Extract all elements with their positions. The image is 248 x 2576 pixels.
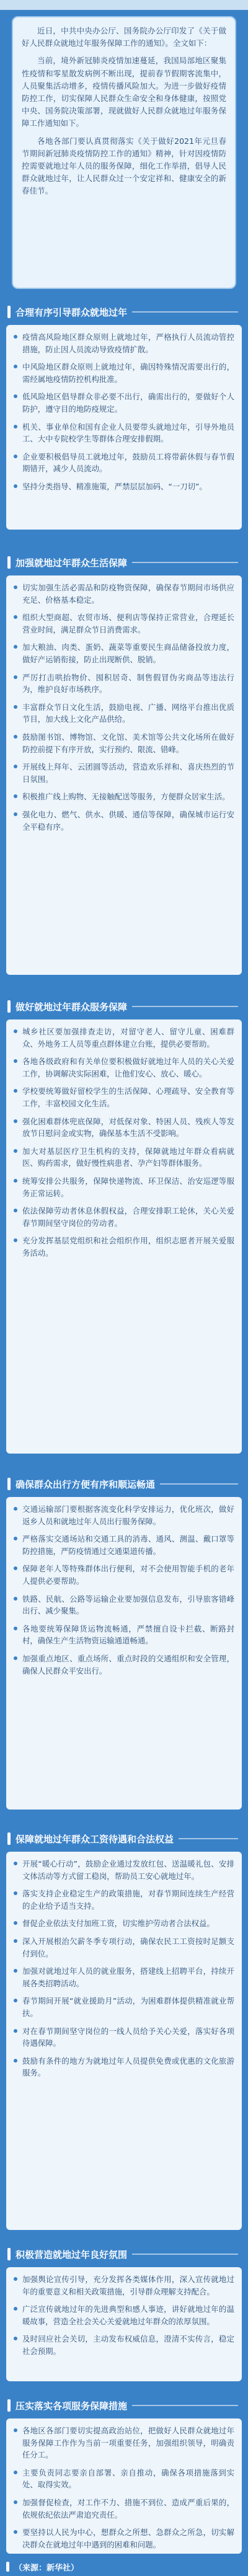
list-item: 主要负责同志要亲自部署、亲自推动，确保各项措施落到实处、取得实效。 <box>14 2467 234 2491</box>
section-card <box>6 1019 242 1454</box>
list-item: 组织大型商超、农贸市场、便利店等保持正常营业，合理延长营业时间，满足群众节日消费需求。 <box>14 611 234 636</box>
section-title-bar <box>6 1475 242 1493</box>
list-item: 铁路、民航、公路等运输企业要加强信息发布，引导旅客错峰出行、减少聚集。 <box>14 1593 234 1617</box>
bullet-icon <box>14 2500 17 2504</box>
title-marker <box>7 2248 11 2260</box>
list-item: 低风险地区倡导群众非必要不出行，确需出行的，要做好个人防护，遵守目的地防疫规定。 <box>14 391 234 415</box>
bullet-icon <box>14 1149 17 1153</box>
list-item: 各地各级政府和有关单位要积极做好就地过年人员的关心关爱工作，协调解决实际困难，让他们安心、放心、暖心。 <box>14 1055 234 1080</box>
bullet-icon <box>14 1627 17 1630</box>
section-title-bar <box>6 1829 242 1848</box>
bullet-icon <box>14 1179 17 1183</box>
section-title: 合理有序引导群众就地过年 <box>16 306 128 318</box>
title-divider <box>132 2254 238 2255</box>
bullet-icon <box>14 425 17 429</box>
bullet-icon <box>14 1507 17 1511</box>
title-divider <box>132 311 238 313</box>
bullet-icon <box>14 1238 17 1242</box>
list-item: 鼓励图书馆、博物馆、文化馆、美术馆等公共文化场所在做好防控前提下有序开放，实行预约、限流、错峰。 <box>14 731 234 755</box>
section-title: 积极营造就地过年良好氛围 <box>16 2249 128 2260</box>
list-item: 开展“暖心行动”，鼓励企业通过发放红包、送温暖礼包、安排文体活动等方式留工稳岗，帮助员工安心就地过年。 <box>14 1858 234 1882</box>
list-item: 统筹安排公共服务，保障快递物流、环卫保洁、治安巡逻等服务正常运转。 <box>14 1175 234 1199</box>
list-item: 春节期间开展“就业援助月”活动，为困难群体提供精准就业帮扶。 <box>14 1995 234 2019</box>
list-item: 学校要统筹做好留校学生的生活保障、心理疏导、安全教育等工作，丰富校园文化生活。 <box>14 1085 234 1109</box>
title-marker <box>7 2399 11 2412</box>
bullet-icon <box>14 2530 17 2534</box>
section-card <box>6 1852 242 2230</box>
list-item: 丰富群众节日文化生活，鼓励电视、广播、网络平台推出优质节目，加大线上文化产品供给。 <box>14 701 234 726</box>
list-item: 切实加强生活必需品和防疫物资保障，确保春节期间市场供应充足、价格基本稳定。 <box>14 582 234 606</box>
intro-paragraph: 当前，境外新冠肺炎疫情加速蔓延，我国局部地区聚集性疫情和零星散发病例不断出现，提前春节假期客流集中，人员聚集活动增多，疫情传播风险加大。为进一步做好疫情防控工作，切实保障人民群众生命安全和身体健康，按照党中央、国务院决策部署，现就做好人民群众就地过年服务保障工作通知如下。 <box>22 56 226 128</box>
bullet-icon <box>14 365 17 368</box>
list-item: 强化困难群体兜底保障，对低保对象、特困人员、残疾人等发放节日慰问金或实物，确保基本生活不受影响。 <box>14 1116 234 1140</box>
bullet-icon <box>14 2277 17 2281</box>
list-item: 保障老年人等特殊群体出行便利，对不会使用智能手机的老年人提供必要帮助。 <box>14 1563 234 1587</box>
bullet-icon <box>14 1537 17 1540</box>
title-divider <box>132 2405 238 2406</box>
list-item: 加强重点地区、重点场所、重点时段的交通组织和安全管理，确保人民群众平安出行。 <box>14 1653 234 1677</box>
title-divider <box>132 1006 238 1007</box>
bullet-icon <box>14 2059 17 2063</box>
section-title: 压实落实各项服务保障措施 <box>16 2400 128 2412</box>
title-marker <box>7 1832 11 1845</box>
intro-paragraph: 各地各部门要认真贯彻落实《关于做好2021年元旦春节期间新冠肺炎疫情防控工作的通知》精神，针对因疫情防控需要就地过年人员的服务保障，细化工作举措，倡导人民群众就地过年，让人民群众过一个安定祥和、健康安全的新春佳节。 <box>22 136 226 196</box>
list-item: 交通运输部门要根据客流变化科学安排运力，优化班次，做好返乡人员和就地过年人员出行服务保障。 <box>14 1503 234 1527</box>
title-marker <box>7 1000 11 1013</box>
list-item: 加大粮油、肉类、蛋奶、蔬菜等重要民生商品储备投放力度，做好产运销衔接，防止出现断供、脱销。 <box>14 641 234 665</box>
section-title: 确保群众出行方便有序和顺运畅通 <box>16 1478 156 1490</box>
section-card <box>6 2267 242 2381</box>
bullet-icon <box>14 2307 17 2311</box>
bullet-icon <box>14 1029 17 1033</box>
bullet-icon <box>14 675 17 679</box>
bullet-icon <box>14 1921 17 1925</box>
bullet-icon <box>14 794 17 798</box>
list-item: 要坚持以人民为中心，想群众之所想、急群众之所急，切实解决群众在就地过年中遇到的困难和问题。 <box>14 2526 234 2551</box>
intro-paragraph: 近日，中共中央办公厅、国务院办公厅印发了《关于做好人民群众就地过年服务保障工作的通知》。全文如下： <box>22 26 226 48</box>
bullet-icon <box>14 2337 17 2340</box>
bullet-icon <box>14 1999 17 2002</box>
bullet-icon <box>14 645 17 649</box>
bullet-icon <box>14 1059 17 1063</box>
section-title: 做好就地过年群众服务保障 <box>16 1001 128 1013</box>
list-item: 城乡社区要加强排查走访，对留守老人、留守儿童、困难群众、外地务工人员等重点群体建立台账，提供必要帮助。 <box>14 1026 234 1050</box>
bullet-icon <box>14 735 17 739</box>
list-item: 严厉打击哄抬物价、囤积居奇、制售假冒伪劣商品等违法行为，维护良好市场秩序。 <box>14 672 234 696</box>
bullet-icon <box>14 765 17 768</box>
section-title-bar <box>6 553 242 572</box>
list-item: 机关、事业单位和国有企业人员要带头就地过年，引导外地员工、大中专院校学生等群体合理安排假期。 <box>14 421 234 445</box>
footer-marker <box>6 2562 9 2572</box>
section-title-bar <box>6 2245 242 2263</box>
list-item: 鼓励有条件的地方为就地过年人员提供免费或优惠的文化旅游服务。 <box>14 2055 234 2079</box>
bullet-icon <box>14 1597 17 1601</box>
bullet-icon <box>14 455 17 458</box>
title-divider <box>179 1838 238 1839</box>
list-item: 深入开展根治欠薪冬季专项行动，确保农民工工资按时足额支付到位。 <box>14 1935 234 1960</box>
title-marker <box>7 306 11 318</box>
bullet-icon <box>14 1119 17 1123</box>
title-divider <box>160 1483 238 1485</box>
title-divider <box>132 562 238 563</box>
bullet-icon <box>14 2029 17 2033</box>
intro-box <box>12 16 236 289</box>
section-title: 保障就地过年群众工资待遇和合法权益 <box>16 1833 174 1845</box>
bullet-icon <box>14 2428 17 2432</box>
footer <box>6 2560 242 2574</box>
list-item: 各地要统筹保障货运物流畅通，严禁擅自设卡拦截、断路封村，确保生产生活物资运输通道畅通。 <box>14 1623 234 1647</box>
list-item: 企业要积极倡导员工就地过年，鼓励员工将带薪休假与春节假期错开，减少人员流动。 <box>14 451 234 475</box>
list-item: 加强对就地过年人员的就业服务，搭建线上招聘平台，持续开展各类招聘活动。 <box>14 1965 234 1989</box>
section-card <box>6 575 242 975</box>
bullet-icon <box>14 615 17 619</box>
list-item: 依法保障劳动者休息休假权益，合理安排职工轮休，关心关爱春节期间坚守岗位的劳动者。 <box>14 1205 234 1229</box>
section-card <box>6 1497 242 1810</box>
bullet-icon <box>14 2471 17 2474</box>
bullet-icon <box>14 1939 17 1943</box>
list-item: 充分发挥基层党组织和社会组织作用，组织志愿者开展关爱服务活动。 <box>14 1235 234 1259</box>
list-item: 加大对基层医疗卫生机构的支持，保障就地过年群众看病就医、购药需求，做好慢性病患者、孕产妇等群体服务。 <box>14 1145 234 1170</box>
list-item: 开展线上拜年、云团圆等活动，营造欢乐祥和、喜庆热烈的节日氛围。 <box>14 761 234 785</box>
list-item: 严格落实交通场站和交通工具的消毒、通风、测温、戴口罩等防控措施，严防疫情通过交通渠道传播。 <box>14 1533 234 1557</box>
bullet-icon <box>14 1862 17 1865</box>
bullet-icon <box>14 585 17 589</box>
section-card <box>6 325 242 530</box>
section-card <box>6 2418 242 2554</box>
bullet-icon <box>14 394 17 398</box>
list-item: 落实支持企业稳定生产的政策措施，对春节期间连续生产经营的企业给予适当支持。 <box>14 1888 234 1912</box>
bullet-icon <box>14 335 17 339</box>
bullet-icon <box>14 1566 17 1570</box>
bullet-icon <box>14 812 17 816</box>
bullet-icon <box>14 705 17 709</box>
list-item: 对在春节期间坚守岗位的一线人员给予关心关爱，落实好各项待遇保障。 <box>14 2025 234 2050</box>
list-item: 加强督促检查，对工作不力、措施不到位、造成严重后果的，依规依纪依法严肃追究责任。 <box>14 2497 234 2521</box>
list-item: 疫情高风险地区群众原则上就地过年，严格执行人员流动管控措施，防止因人员流动导致疫情扩散。 <box>14 331 234 355</box>
bullet-icon <box>14 1656 17 1660</box>
list-item: 及时回应社会关切，主动发布权威信息，澄清不实传言，稳定社会预期。 <box>14 2333 234 2357</box>
section-title-bar <box>6 303 242 321</box>
section-title-bar <box>6 997 242 1016</box>
list-item: 各地区各部门要切实提高政治站位，把做好人民群众就地过年服务保障工作作为当前一项重要任务，加强组织领导，明确责任分工。 <box>14 2425 234 2461</box>
list-item: 中风险地区群众原则上就地过年，确因特殊情况需要出行的，需经属地疫情防控机构批准。 <box>14 361 234 385</box>
list-item: 加强舆论宣传引导，充分发挥各类媒体作用，深入宣传就地过年的重要意义和相关政策措施，引导群众理解支持配合。 <box>14 2273 234 2298</box>
footer-title: （来源：新华社） <box>14 2563 79 2573</box>
top-band <box>0 0 248 10</box>
list-item: 强化电力、燃气、供水、供暖、通信等保障，确保城市运行安全平稳有序。 <box>14 809 234 833</box>
list-item: 广泛宣传就地过年的先进典型和感人事迹，讲好就地过年的温暖故事，营造全社会关心关爱就地过年群众的浓厚氛围。 <box>14 2303 234 2327</box>
section-title-bar <box>6 2396 242 2415</box>
bullet-icon <box>14 1891 17 1895</box>
title-marker <box>7 1478 11 1490</box>
list-item: 督促企业依法支付加班工资，切实维护劳动者合法权益。 <box>14 1917 234 1930</box>
section-title: 加强就地过年群众生活保障 <box>16 557 128 569</box>
list-item: 积极推广线上购物、无接触配送等服务，方便群众居家生活。 <box>14 791 234 803</box>
list-item: 坚持分类指导、精准施策，严禁层层加码、“一刀切”。 <box>14 481 234 493</box>
bullet-icon <box>14 484 17 488</box>
bullet-icon <box>14 1089 17 1093</box>
bullet-icon <box>14 1969 17 1973</box>
bullet-icon <box>14 1209 17 1212</box>
title-marker <box>7 556 11 569</box>
